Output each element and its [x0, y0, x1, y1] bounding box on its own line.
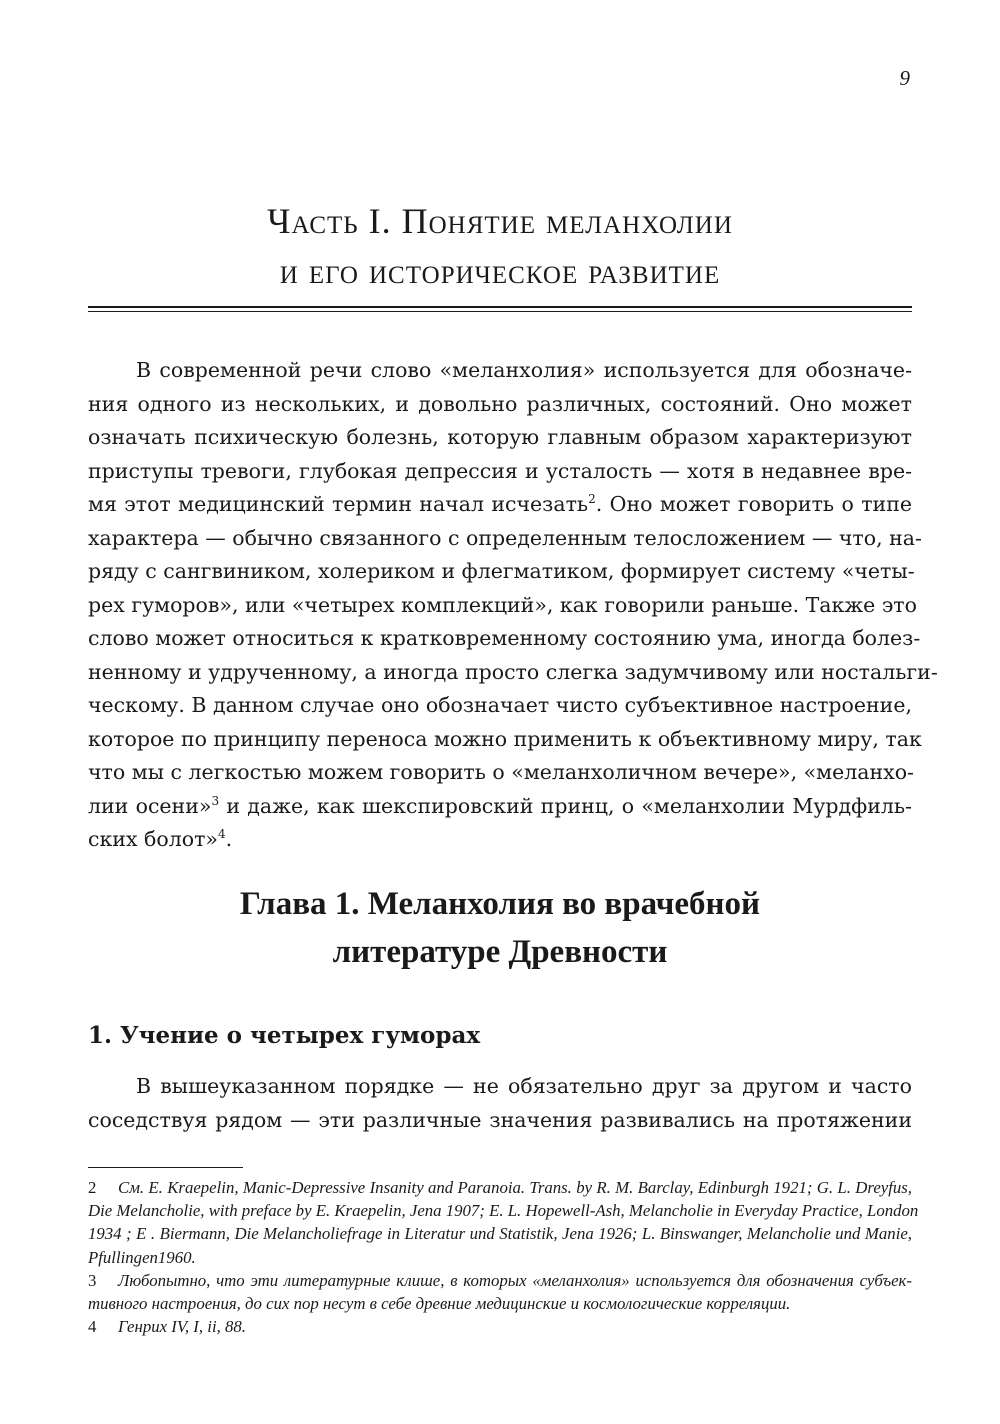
paragraph-line: соседствуя рядом — эти различные значения развивались на протяжении: [88, 1107, 912, 1132]
paragraph-line: приступы тревоги, глубокая депрессия и усталость — хотя в недавнее вре-: [88, 458, 912, 483]
chapter-title: [88, 880, 912, 976]
footnote-2-line: [88, 1176, 912, 1199]
footnotes: [88, 1176, 919, 1338]
footnote-2-line: Die Melancholie, with preface by E. Kraepelin, Jena 1907; E. L. Hopewell-Ash, Melancholie in Everyday Practice, London: [88, 1201, 919, 1221]
paragraph-line: [88, 823, 912, 857]
paragraph-line: [88, 488, 912, 522]
chapter-title-line-2: литературе Древности: [332, 934, 668, 970]
paragraph-line: В современной речи слово «меланхолия» используется для обозначе-: [136, 358, 912, 382]
footnote-3-line: тивного настроения, до сих пор несут в себе древние медицинские и космологические корреляции.: [88, 1294, 791, 1314]
paragraph-line: рех гуморов», или «четырех комплекций», как говорили раньше. Также это: [88, 592, 917, 617]
paragraph-line: ненному и удрученному, а иногда просто слегка задумчивому или ностальги-: [88, 659, 938, 684]
line-segment: . Оно может говорить о типе: [595, 492, 912, 516]
chapter-title-line-1: Глава 1. Меланхолия во врачебной: [239, 886, 761, 922]
paragraph-line: означать психическую болезнь, которую главным образом характеризуют: [88, 425, 912, 449]
footnote-2-line: Pfullingen1960.: [88, 1247, 196, 1267]
footnote-text: Любопытно, что эти литературные клише, в которых «меланхолия» используется для обозначения субъек-: [118, 1270, 912, 1290]
page-number: 9: [899, 66, 910, 90]
paragraph-line: слово может относиться к кратковременному состоянию ума, иногда болез-: [88, 626, 921, 650]
paragraph-line: ряду с сангвиником, холериком и флегматиком, формирует систему «четы-: [88, 559, 915, 583]
line-segment: мя этот медицинский термин начал исчезать: [88, 492, 589, 516]
section-title: 1. Учение о четырех гуморах: [88, 1022, 481, 1049]
footnote-separator: [88, 1167, 243, 1168]
footnote-text: См. E. Kraepelin, Manic-Depressive Insanity and Paranoia. Trans. by R. M. Barclay, Edinburgh 1921; G. L. Dreyfus,: [118, 1178, 912, 1197]
title-double-rule: [88, 306, 912, 312]
paragraph-line: [88, 790, 912, 824]
paragraph-line: В вышеуказанном порядке — не обязательно друг за другом и часто: [136, 1074, 912, 1098]
footnote-ref-3[interactable]: 3: [211, 793, 220, 808]
footnote-ref-4[interactable]: 4: [217, 827, 226, 842]
section-paragraph: [88, 1070, 912, 1137]
part-title-line-2: и его историческое развитие: [279, 251, 721, 291]
footnote-number: 3: [88, 1270, 97, 1290]
footnote-3-line: [88, 1269, 912, 1292]
footnote-text: Генрих IV, I, ii, 88.: [118, 1317, 246, 1337]
part-title: [88, 196, 912, 296]
paragraph-line: которое по принципу переноса можно применить к объективному миру, так: [88, 726, 922, 751]
line-segment: .: [225, 827, 233, 851]
footnote-ref-2[interactable]: 2: [588, 492, 596, 507]
intro-paragraph: [88, 354, 938, 857]
footnote-number: 2: [88, 1178, 97, 1197]
line-segment: ских болот»: [88, 827, 218, 851]
footnote-4-line: [88, 1315, 912, 1338]
line-segment: лии осени»: [88, 793, 212, 818]
paragraph-line: характера — обычно связанного с определенным телосложением — что, на-: [88, 525, 922, 550]
line-segment: и даже, как шекспировский принц, о «меланхолии Мурдфиль-: [219, 793, 912, 818]
paragraph-line: ческому. В данном случае оно обозначает чисто субъективное настроение,: [88, 693, 912, 717]
part-title-line-1: Часть I. Понятие меланхолии: [267, 201, 733, 241]
paragraph-line: ния одного из нескольких, и довольно различных, состояний. Оно может: [88, 391, 912, 416]
footnote-2-line: 1934 ; E . Biermann, Die Melancholiefrage in Literatur und Statistik, Jena 1926; L. Binswanger, Melancholie und Manie,: [88, 1224, 912, 1244]
footnote-number: 4: [88, 1317, 97, 1337]
paragraph-line: что мы с легкостью можем говорить о «меланхоличном вечере», «меланхо-: [88, 760, 914, 784]
